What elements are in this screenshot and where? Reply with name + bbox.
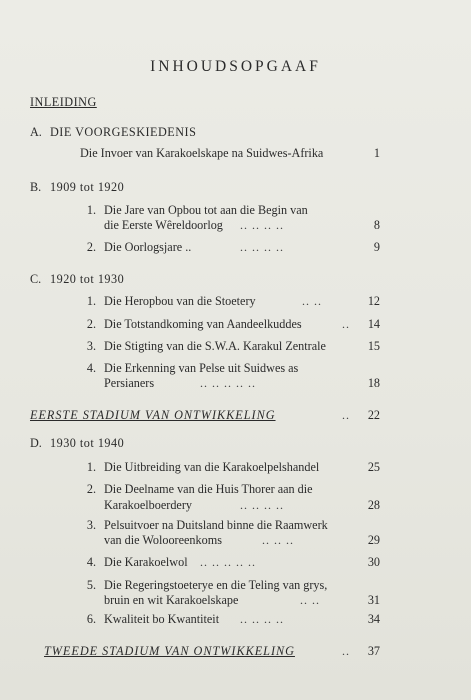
- section-d-item-5-page: 31: [367, 593, 380, 607]
- section-c-item-1-line1: Die Heropbou van die Stoetery: [104, 294, 256, 308]
- section-c-item-4-num: 4.: [86, 361, 96, 375]
- stage-1-heading: EERSTE STADIUM VAN ONTWIKKELING: [30, 408, 276, 422]
- stage-1-leader: ..: [342, 408, 350, 422]
- section-a-entry: Die Invoer van Karakoelskape na Suidwes-Afrika: [80, 146, 324, 160]
- section-d-item-6-page: 34: [367, 612, 380, 626]
- section-d-item-2-line1: Die Deelname van die Huis Thorer aan die: [104, 482, 313, 496]
- section-c-item-3-line1: Die Stigting van die S.W.A. Karakul Zentrale: [104, 339, 326, 353]
- section-d-item-6-leader: .. .. .. ..: [240, 612, 284, 626]
- section-d-item-3-leader: .. .. ..: [262, 533, 294, 547]
- section-c-item-4-line1: Die Erkenning van Pelse uit Suidwes as: [104, 361, 299, 375]
- page-title: INHOUDSOPGAAF: [150, 58, 321, 75]
- section-d-item-1-page: 25: [367, 460, 380, 474]
- section-d-item-5-num: 5.: [86, 578, 96, 592]
- section-d-item-3-line1: Pelsuitvoer na Duitsland binne die Raamwerk: [104, 518, 328, 532]
- section-b-item-2-num: 2.: [86, 240, 96, 254]
- section-d-item-6-line1: Kwaliteit bo Kwantiteit: [104, 612, 220, 626]
- section-b-item-2-leader: .. .. .. ..: [240, 240, 284, 254]
- stage-2-page: 37: [367, 644, 380, 658]
- section-d-item-3-num: 3.: [86, 518, 96, 532]
- toc-inleiding: INLEIDING: [30, 95, 97, 109]
- section-c-letter: C.: [30, 272, 42, 286]
- section-d-item-6-num: 6.: [86, 612, 96, 626]
- section-b-item-1-line1: Die Jare van Opbou tot aan die Begin van: [104, 203, 308, 217]
- section-c-item-2-num: 2.: [86, 317, 96, 331]
- section-c-item-2-page: 14: [367, 317, 380, 331]
- section-b-heading: 1909 tot 1920: [50, 180, 125, 194]
- section-a-page: 1: [373, 146, 380, 160]
- section-a-letter: A.: [30, 125, 42, 139]
- section-d-item-4-page: 30: [367, 555, 380, 569]
- section-b-item-1-num: 1.: [86, 203, 96, 217]
- stage-2-leader: ..: [342, 644, 350, 658]
- section-d-item-2-num: 2.: [86, 482, 96, 496]
- section-c-item-1-page: 12: [367, 294, 380, 308]
- section-d-item-5-line2: bruin en wit Karakoelskape: [104, 593, 239, 607]
- section-b-letter: B.: [30, 180, 42, 194]
- section-c-item-3-page: 15: [367, 339, 380, 353]
- section-c-item-1-num: 1.: [86, 294, 96, 308]
- section-d-item-3-line2: van die Wolooreenkoms: [104, 533, 222, 547]
- section-d-item-3-page: 29: [367, 533, 380, 547]
- section-b-item-2-page: 9: [373, 240, 380, 254]
- section-c-item-2-line1: Die Totstandkoming van Aandeelkuddes: [104, 317, 302, 331]
- section-d-item-4-leader: .. .. .. .. ..: [200, 555, 256, 569]
- section-d-item-2-line2: Karakoelboerdery: [104, 498, 192, 512]
- section-d-item-1-line1: Die Uitbreiding van die Karakoelpelshandel: [104, 460, 320, 474]
- section-d-item-5-line1: Die Regeringstoeterye en die Teling van grys,: [104, 578, 328, 592]
- section-d-item-2-page: 28: [367, 498, 380, 512]
- section-b-item-1-line2: die Eerste Wêreldoorlog: [104, 218, 223, 232]
- section-d-item-5-leader: .. ..: [300, 593, 320, 607]
- section-c-item-1-leader: .. ..: [302, 294, 322, 308]
- section-d-letter: D.: [30, 436, 42, 450]
- section-c-item-2-leader: ..: [342, 317, 350, 331]
- section-b-item-2-line1: Die Oorlogsjare ..: [104, 240, 192, 254]
- section-d-item-4-line1: Die Karakoelwol: [104, 555, 188, 569]
- section-d-item-1-num: 1.: [86, 460, 96, 474]
- section-c-heading: 1920 tot 1930: [50, 272, 125, 286]
- stage-2-heading: TWEEDE STADIUM VAN ONTWIKKELING: [44, 644, 295, 658]
- section-c-item-4-line2: Persianers: [104, 376, 155, 390]
- section-b-item-1-page: 8: [373, 218, 380, 232]
- section-d-item-4-num: 4.: [86, 555, 96, 569]
- section-d-heading: 1930 tot 1940: [50, 436, 125, 450]
- section-c-item-4-page: 18: [367, 376, 380, 390]
- section-a-heading: DIE VOORGESKIEDENIS: [50, 125, 197, 139]
- section-b-item-1-leader: .. .. .. ..: [240, 218, 284, 232]
- stage-1-page: 22: [367, 408, 380, 422]
- section-d-item-2-leader: .. .. .. ..: [240, 498, 284, 512]
- section-c-item-4-leader: .. .. .. .. ..: [200, 376, 256, 390]
- section-c-item-3-num: 3.: [86, 339, 96, 353]
